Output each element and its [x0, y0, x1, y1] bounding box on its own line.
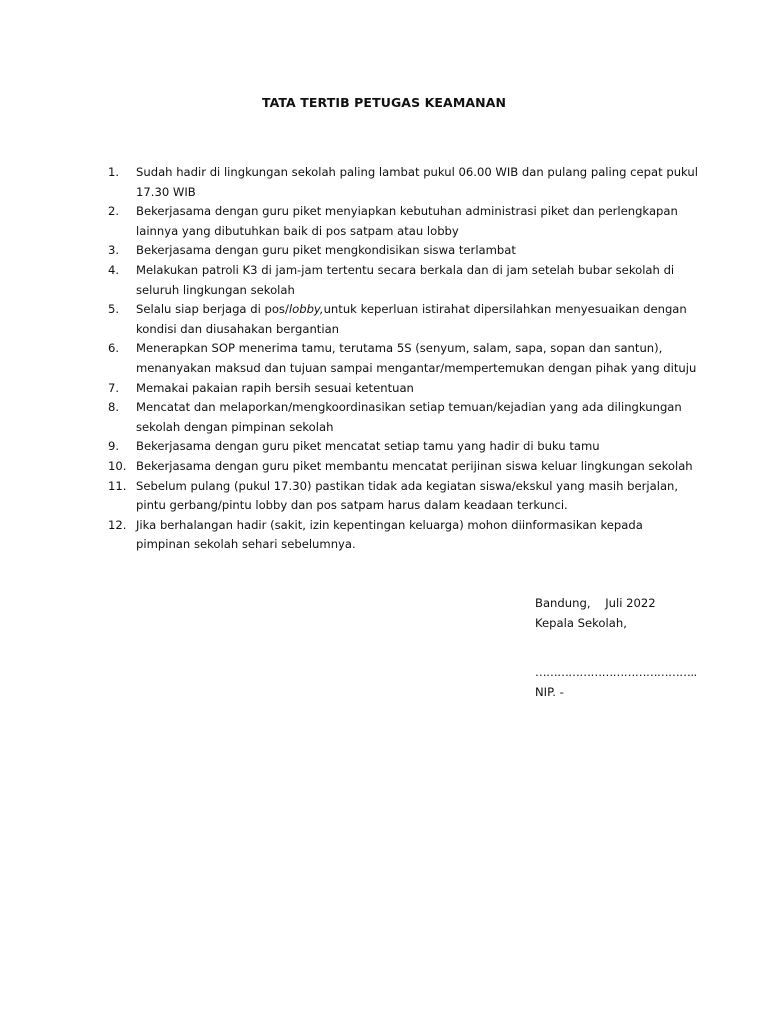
list-item	[108, 339, 708, 378]
rule-text: Bekerjasama dengan guru piket menyiapkan kebutuhan administrasi piket dan perlengkapan lainnya yang dibutuhkan baik di pos satpam atau lobby	[136, 204, 678, 238]
signature-nip: NIP. -	[535, 685, 564, 699]
list-item	[108, 398, 708, 437]
rule-number: 9.	[108, 439, 120, 454]
rule-text: Mencatat dan melaporkan/mengkoordinasikan setiap temuan/kejadian yang ada dilingkungan sekolah dengan pimpinan sekolah	[136, 400, 682, 434]
rule-number: 6.	[108, 341, 120, 356]
document-title: TATA TERTIB PETUGAS KEAMANAN	[261, 95, 507, 110]
list-item	[108, 202, 708, 241]
rule-text: Sebelum pulang (pukul 17.30) pastikan tidak ada kegiatan siswa/ekskul yang masih berjalan, pintu gerbang/pintu lobby dan pos satpam harus dalam keadaan terkunci.	[136, 478, 679, 513]
signature-block	[535, 593, 697, 702]
rule-text: Menerapkan SOP menerima tamu, terutama 5S (senyum, salam, sapa, sopan dan santun), menanyakan maksud dan tujuan sampai mengantar/mempertemukan dengan pihak yang dituju	[136, 341, 697, 375]
rule-text: Melakukan patroli K3 di jam-jam tertentu secara berkala dan di jam setelah bubar sekolah di seluruh lingkungan sekolah	[136, 262, 675, 297]
rules-list	[108, 163, 708, 555]
list-item	[108, 261, 708, 300]
rule-number: 10.	[108, 458, 127, 473]
rule-text: Bekerjasama dengan guru piket membantu mencatat perijinan siswa keluar lingkungan sekolah	[136, 458, 693, 473]
rule-text-italic: lobby,	[288, 302, 324, 317]
rule-number: 7.	[108, 380, 120, 395]
rule-text-part: untuk keperluan istirahat dipersilahkan menyesuaikan dengan kondisi dan diusahakan bergantian	[136, 302, 687, 336]
list-item	[108, 300, 708, 339]
rule-number: 8.	[108, 400, 120, 415]
rule-text: Jika berhalangan hadir (sakit, izin kepentingan keluarga) mohon diinformasikan kepada pimpinan sekolah sehari sebelumnya.	[136, 517, 643, 552]
rule-text	[136, 300, 708, 339]
rule-number: 2.	[108, 204, 120, 219]
list-item	[108, 241, 708, 261]
rule-text-part: Selalu siap berjaga di pos/	[136, 302, 289, 317]
rule-number: 11.	[108, 478, 127, 493]
signature-place-date: Bandung, Juli 2022	[535, 596, 656, 610]
rule-number: 3.	[108, 243, 120, 258]
signature-role: Kepala Sekolah,	[535, 616, 627, 630]
rule-text: Bekerjasama dengan guru piket mengkondisikan siswa terlambat	[136, 243, 516, 258]
signature-name-line: ……………………………………..	[535, 665, 697, 679]
list-item	[108, 457, 708, 477]
rule-number: 5.	[108, 302, 120, 317]
rule-text: Sudah hadir di lingkungan sekolah paling lambat pukul 06.00 WIB dan pulang paling cepat pukul 17.30 WIB	[136, 165, 698, 199]
list-item	[108, 516, 708, 555]
list-item	[108, 379, 708, 399]
rule-number: 12.	[108, 517, 127, 532]
rule-number: 4.	[108, 262, 120, 277]
list-item	[108, 163, 708, 202]
list-item	[108, 477, 708, 516]
rule-text: Bekerjasama dengan guru piket mencatat setiap tamu yang hadir di buku tamu	[136, 439, 600, 454]
rule-text: Memakai pakaian rapih bersih sesuai ketentuan	[136, 380, 414, 395]
rule-number: 1.	[108, 165, 120, 179]
list-item	[108, 437, 708, 457]
